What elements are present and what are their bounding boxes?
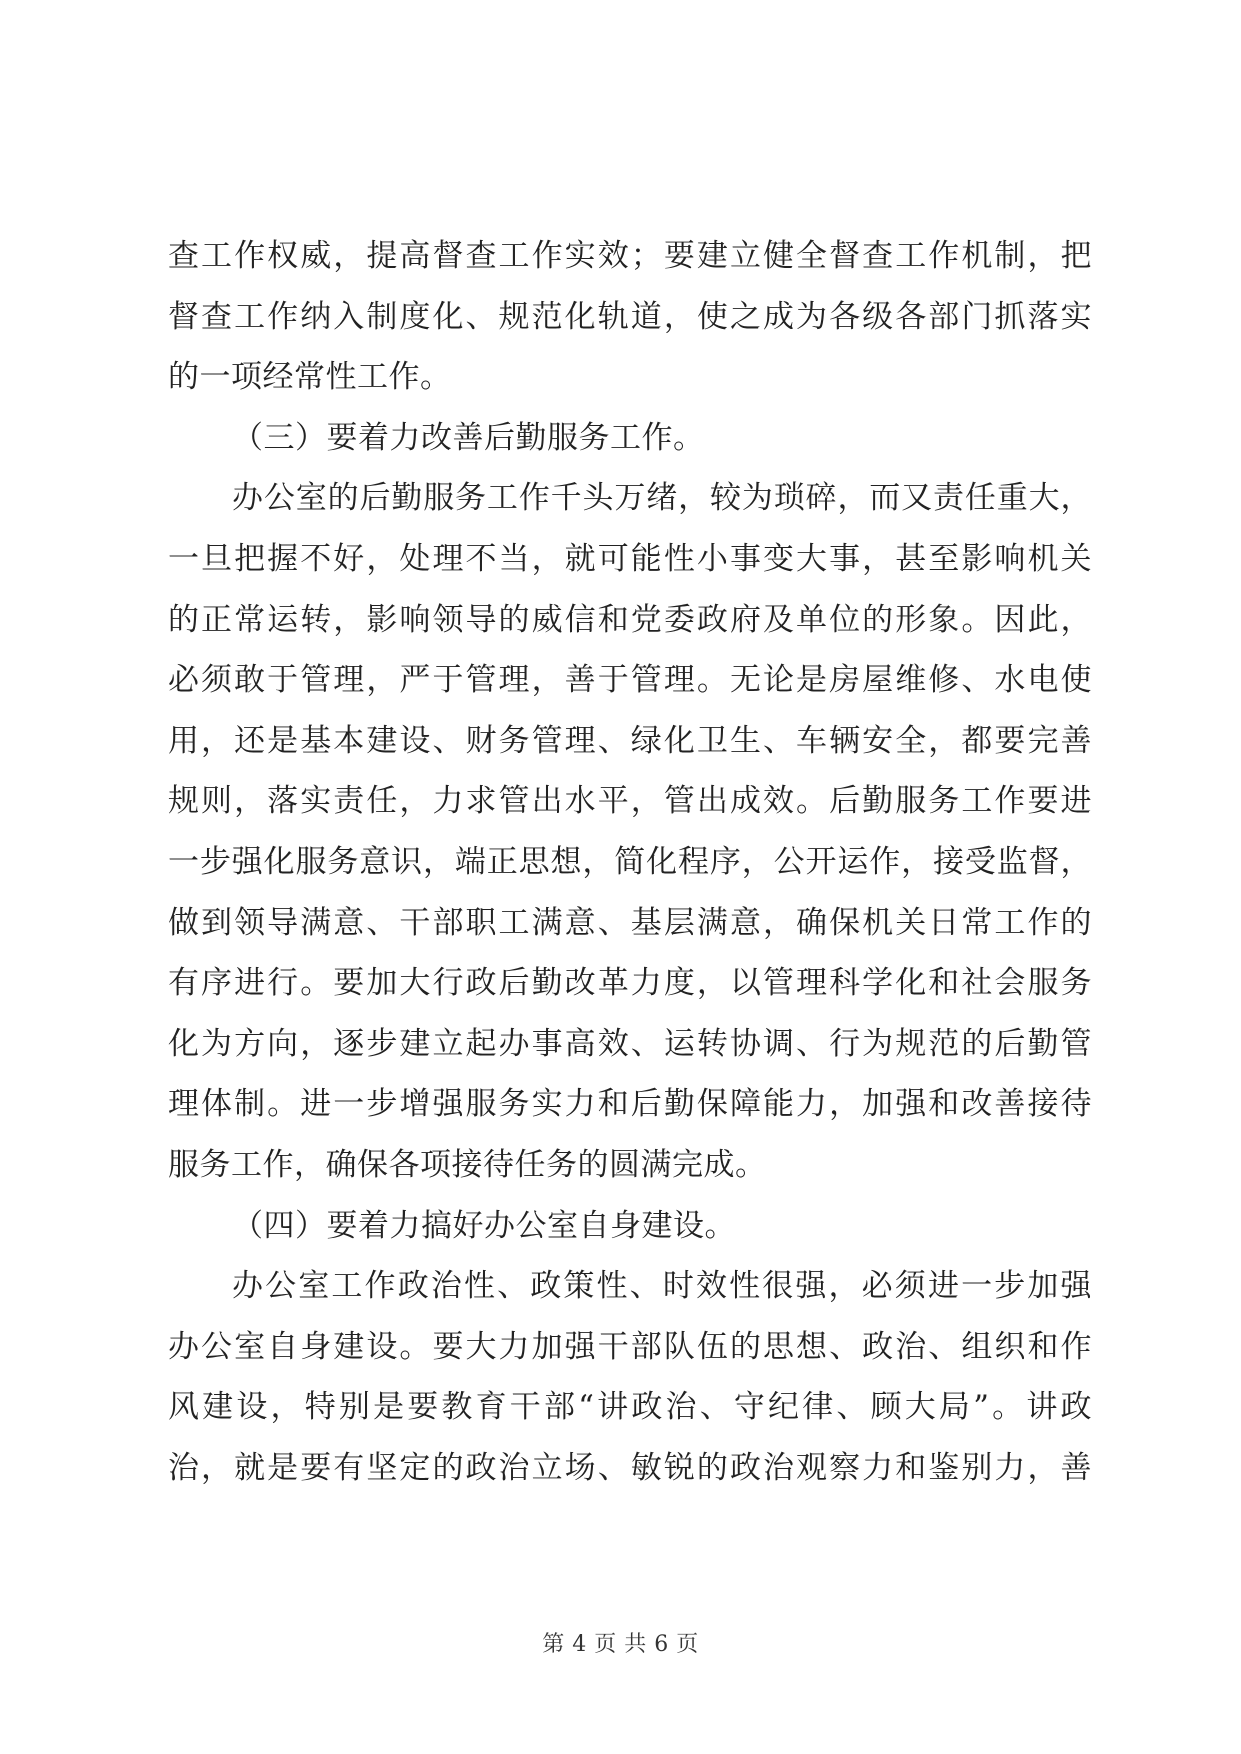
text-line: 的一项经常性工作。	[168, 359, 452, 396]
text-line: 有序进行。要加大行政后勤改革力度，以管理科学化和社会服务	[168, 965, 1092, 1002]
text-line: 必须敢于管理，严于管理，善于管理。无论是房屋维修、水电使	[168, 662, 1092, 699]
text-line: 办公室的后勤服务工作千头万绪，较为琐碎，而又责任重大，	[232, 480, 1092, 517]
text-line: 用，还是基本建设、财务管理、绿化卫生、车辆安全，都要完善	[168, 722, 1092, 759]
text-line: 办公室工作政治性、政策性、时效性很强，必须进一步加强	[232, 1268, 1092, 1305]
text-line: 一步强化服务意识，端正思想，简化程序，公开运作，接受监督，	[168, 843, 1092, 880]
text-line: 化为方向，逐步建立起办事高效、运转协调、行为规范的后勤管	[168, 1025, 1092, 1062]
text-line: 督查工作纳入制度化、规范化轨道，使之成为各级各部门抓落实	[168, 298, 1092, 335]
text-line: 做到领导满意、干部职工满意、基层满意，确保机关日常工作的	[168, 904, 1092, 941]
text-line: 治，就是要有坚定的政治立场、敏锐的政治观察力和鉴别力，善	[168, 1449, 1092, 1486]
text-line: 理体制。进一步增强服务实力和后勤保障能力，加强和改善接待	[168, 1086, 1092, 1123]
text-line: 的正常运转，影响领导的威信和党委政府及单位的形象。因此，	[168, 601, 1092, 638]
text-line: 查工作权威，提高督查工作实效；要建立健全督查工作机制，把	[168, 238, 1092, 274]
text-line: 一旦把握不好，处理不当，就可能性小事变大事，甚至影响机关	[168, 540, 1092, 577]
page-footer: 第 4 页 共 6 页	[542, 1632, 699, 1657]
text-line: 风建设，特别是要教育干部“讲政治、守纪律、顾大局”。讲政	[168, 1389, 1092, 1426]
text-line: 规则，落实责任，力求管出水平，管出成效。后勤服务工作要进	[168, 783, 1092, 820]
text-line: 办公室自身建设。要大力加强干部队伍的思想、政治、组织和作	[168, 1328, 1092, 1365]
body-text	[168, 226, 1092, 1498]
text-line: 服务工作，确保各项接待任务的圆满完成。	[168, 1146, 767, 1183]
section-heading: （四）要着力搞好办公室自身建设。	[232, 1207, 736, 1244]
section-heading: （三）要着力改善后勤服务工作。	[232, 419, 705, 456]
